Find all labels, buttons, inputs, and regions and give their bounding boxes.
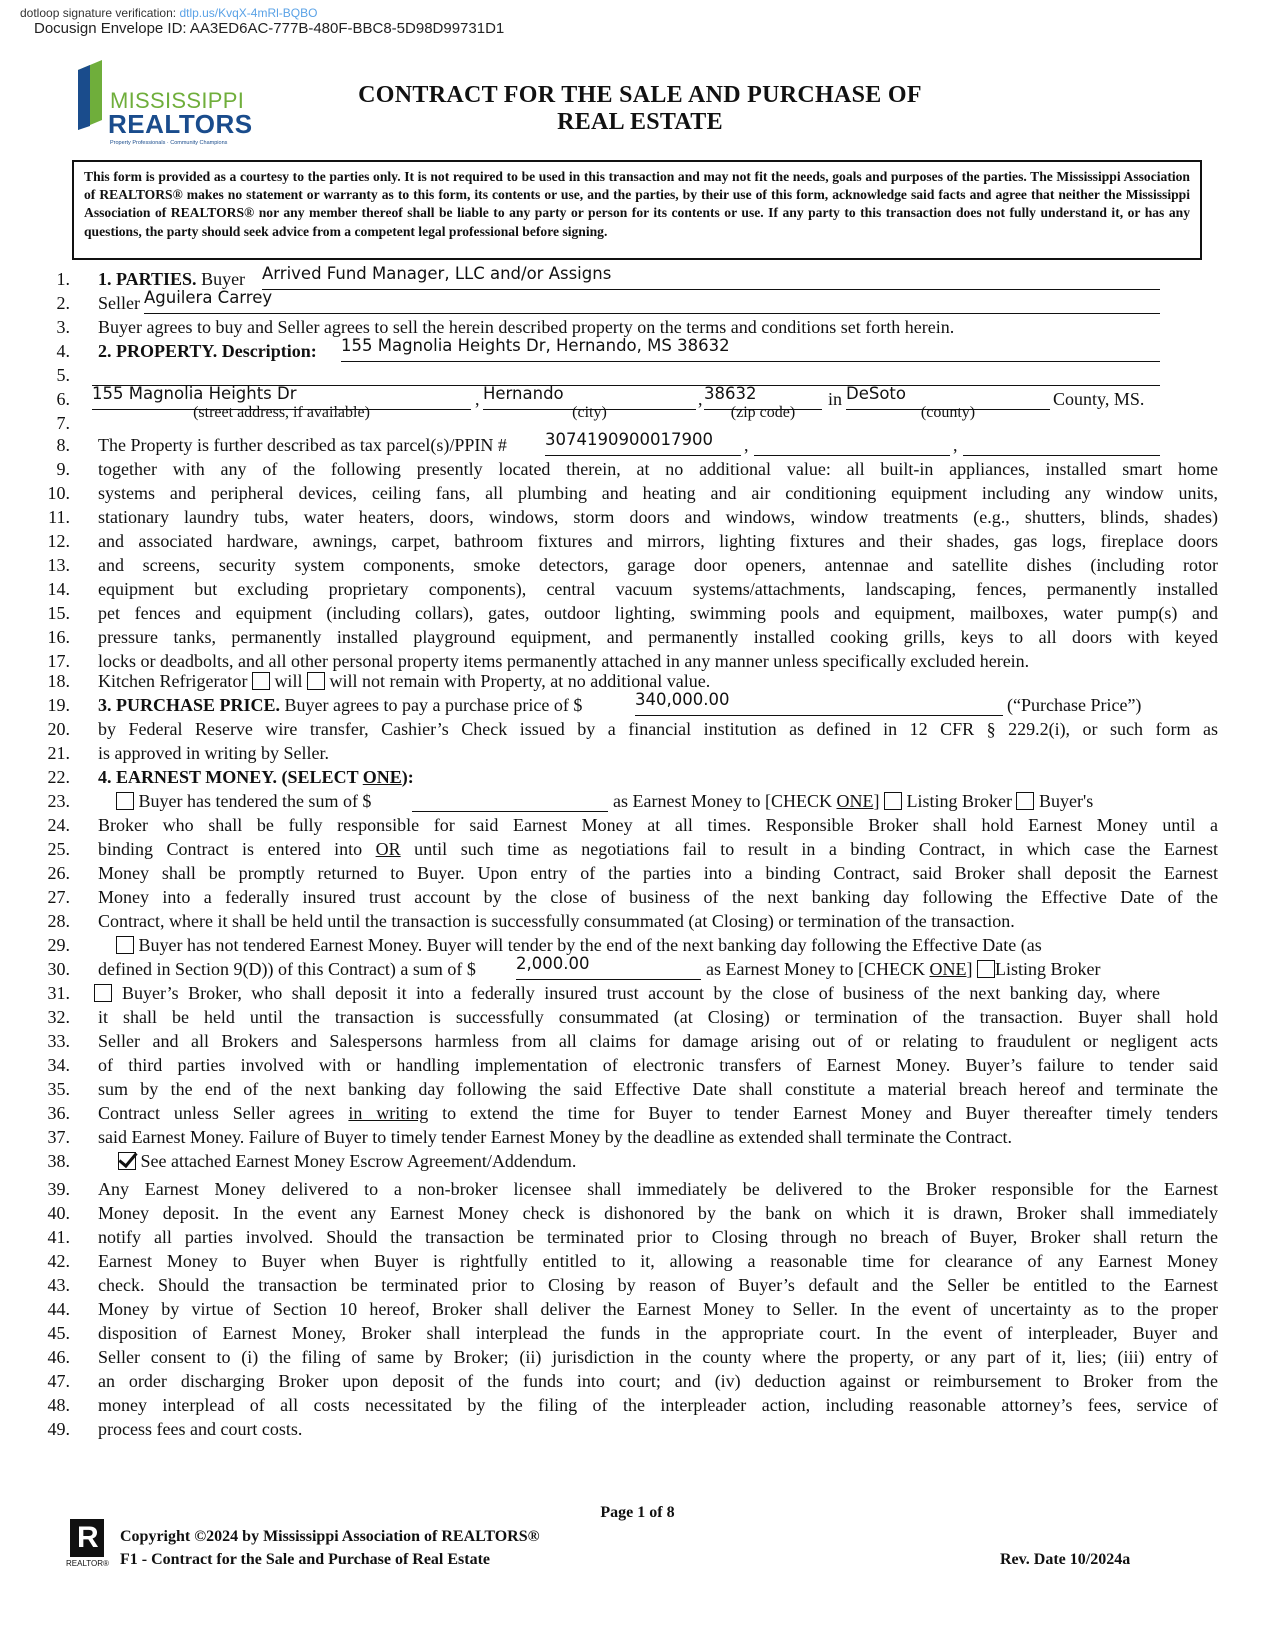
line-6: 155 Magnolia Heights Dr , Hernando , 38632 in DeSoto County, MS.: [0, 387, 1275, 412]
line-27: Money into a federally insured trust account by the close of business of the next banking day following the Effective Date of the: [98, 887, 1218, 907]
line-number: 47.: [47, 1371, 70, 1391]
line-25: binding Contract is entered into OR until such time as negotiations fail to result in a binding Contract, in which case the Earnest: [98, 839, 1218, 859]
paragraph-line: together with any of the following presently located therein, at no additional value: all built-in appliances, installed smart home: [98, 459, 1218, 479]
line-number: 45.: [47, 1323, 70, 1343]
line-number: 46.: [47, 1347, 70, 1367]
line-number: 43.: [47, 1275, 70, 1295]
line-number: 10.: [47, 483, 70, 503]
line-number: 27.: [47, 887, 70, 907]
line-number: 9.: [56, 459, 70, 479]
property-heading: 2. PROPERTY. Description:: [98, 341, 317, 361]
line-number: 34.: [47, 1055, 70, 1075]
buyer-field[interactable]: [262, 264, 1160, 290]
line-number: 26.: [47, 863, 70, 883]
title-line2: REAL ESTATE: [557, 109, 723, 135]
paragraph-line: systems and peripheral devices, ceiling fans, all plumbing and heating and air conditioning equipment including any window units,: [98, 483, 1218, 503]
line-number: 31.: [47, 983, 70, 1003]
purchase-price-field[interactable]: [635, 690, 1003, 716]
agreement-text: Buyer agrees to buy and Seller agrees to sell the herein described property on the terms and conditions set forth herein.: [98, 317, 955, 337]
logo-line1: MISSISSIPPI: [110, 88, 245, 113]
line-number: 13.: [47, 555, 70, 575]
in-label: in: [828, 389, 843, 409]
county-value: DeSoto: [846, 384, 906, 403]
paragraph-line: Earnest Money to Buyer when Buyer is rightfully entitled to it, allowing a reasonable time for clearance of any Earnest Money: [98, 1251, 1218, 1271]
line-number: 24.: [47, 815, 70, 835]
paragraph-line: stationary laundry tubs, water heaters, doors, windows, storm doors and windows, window treatments (e.g., shutters, blinds, shades): [98, 507, 1218, 527]
line-31: Buyer’s Broker, who shall deposit it into a federally insured trust account by the close of business of the next banking day, where: [0, 981, 1275, 1006]
paragraph-line: notify all parties involved. Should the transaction be terminated prior to Closing through no breach of Buyer, Broker shall return the: [98, 1227, 1218, 1247]
line-19: [0, 690, 1275, 718]
line-number: 48.: [47, 1395, 70, 1415]
line-number: 35.: [47, 1079, 70, 1099]
line-number: 19.: [47, 695, 70, 715]
ppin-label: The Property is further described as tax parcel(s)/PPIN #: [98, 435, 507, 455]
property-description-field-2[interactable]: [92, 363, 1160, 386]
line-26: Money shall be promptly returned to Buyer. Upon entry of the parties into a binding Contract, said Broker shall deposit the Earnest: [98, 863, 1218, 883]
line-number: 5.: [56, 365, 70, 385]
paragraph-line: money interplead of all costs necessitated by the filing of the interpleader action, including reasonable attorney’s fees, service of: [98, 1395, 1218, 1415]
line-20: [0, 717, 1275, 742]
line-7: [0, 403, 1275, 428]
envelope-id: Docusign Envelope ID: AA3ED6AC-777B-480F-BBC8-5D98D99731D1: [34, 20, 505, 37]
realtor-r-icon: R: [70, 1519, 104, 1557]
street-value: 155 Magnolia Heights Dr: [92, 384, 297, 403]
fridge-label: Kitchen Refrigerator: [98, 671, 248, 691]
payment-method-text: by Federal Reserve wire transfer, Cashier’s Check issued by a financial institution as defined in 12 CFR § 229.2(i), or such form as: [98, 719, 1218, 739]
paragraph-line: pressure tanks, permanently installed playground equipment, and permanently installed cooking grills, keys to all doors with keyed: [98, 627, 1218, 647]
city-value: Hernando: [483, 384, 564, 403]
verification-link[interactable]: dtlp.us/KvqX-4mRl-BQBO: [179, 6, 318, 20]
line-number: 8.: [56, 435, 70, 455]
paragraph-line: process fees and court costs.: [98, 1419, 303, 1439]
earnest-option-not-tendered-checkbox[interactable]: [116, 936, 134, 954]
line-number: 3.: [56, 317, 70, 337]
buyer-value: Arrived Fund Manager, LLC and/or Assigns: [262, 264, 612, 283]
line-8: The Property is further described as tax parcel(s)/PPIN # 3074190900017900 , ,: [0, 433, 1275, 458]
ppin-field-3[interactable]: [963, 433, 1160, 456]
line-number: 28.: [47, 911, 70, 931]
paragraph-line: and associated hardware, awnings, carpet, bathroom fixtures and mirrors, lighting fixtures and their shades, gas logs, fireplace doors: [98, 531, 1218, 551]
line-21: [0, 741, 1275, 766]
line-28: Contract, where it shall be held until the transaction is successfully consummated (at Closing) or termination of the transaction.: [98, 911, 1015, 931]
earnest-heading-one: ONE: [362, 767, 402, 787]
earnest-amount-value: 2,000.00: [516, 954, 590, 973]
line-29: Buyer has not tendered Earnest Money. Buyer will tender by the end of the next banking day following the Effective Date (as: [0, 933, 1275, 958]
line-22: 4. EARNEST MONEY. (SELECT ONE):: [98, 767, 414, 787]
parties-heading: 1. PARTIES.: [98, 269, 197, 289]
paragraph-line: Seller consent to (i) the filing of same by Broker; (ii) jurisdiction in the county where the property, or any part of it, lies; (iii) entry of: [98, 1347, 1218, 1367]
line-number: 25.: [47, 839, 70, 859]
line-number: 32.: [47, 1007, 70, 1027]
paragraph-line: an order discharging Broker upon deposit of the funds into court; and (iv) deduction against or reimbursement to Broker from the: [98, 1371, 1218, 1391]
caption-zip: (zip code): [730, 404, 796, 421]
line-23: Buyer has tendered the sum of $ as Earnest Money to [CHECK ONE] Listing Broker Buyer's: [0, 789, 1275, 814]
line-number: 22.: [47, 767, 70, 787]
line-4: [0, 336, 1275, 364]
paragraph-line: and screens, security system components, smoke detectors, garage door openers, antennae and satellite dishes (including rotor: [98, 555, 1218, 575]
fridge-will-checkbox[interactable]: [252, 672, 270, 690]
fridge-will-not-checkbox[interactable]: [307, 672, 325, 690]
seller-label: Seller: [98, 293, 140, 313]
purchase-price-tail: (“Purchase Price”): [1007, 695, 1142, 715]
line-33: Seller and all Brokers and Salespersons harmless from all claims for damage arising out of or relating to fraudulent or negligent acts: [98, 1031, 1218, 1051]
buyer-label: Buyer: [201, 269, 246, 289]
caption-county: (county): [920, 404, 976, 421]
line-number: 7.: [56, 413, 70, 433]
fridge-will-not-label: will not remain with Property, at no additional value.: [329, 671, 711, 691]
logo-line2: REALTORS: [108, 109, 253, 139]
line-number: 33.: [47, 1031, 70, 1051]
line-number: 4.: [56, 341, 70, 361]
payment-approval-text: is approved in writing by Seller.: [98, 743, 329, 763]
escrow-addendum-checkbox[interactable]: [118, 1152, 136, 1170]
verification-label: dotloop signature verification:: [20, 6, 177, 20]
line-number: 42.: [47, 1251, 70, 1271]
paragraph-line: disposition of Earnest Money, Broker shall interplead the funds in the appropriate court. In the event of interpleader, Buyer and: [98, 1323, 1218, 1343]
paragraph-line: equipment but excluding proprietary components), central vacuum systems/attachments, landscaping, fences, permanently installed: [98, 579, 1218, 599]
paragraph-line: Money deposit. In the event any Earnest Money check is dishonored by the bank on which it is drawn, Broker shall immediately: [98, 1203, 1218, 1223]
revision-date: Rev. Date 10/2024a: [1000, 1551, 1131, 1568]
line-number: 2.: [56, 293, 70, 313]
paragraph-line: Any Earnest Money delivered to a non-broker licensee shall immediately be delivered to the Broker responsible for the Earnest: [98, 1179, 1218, 1199]
line-number: 11.: [48, 507, 70, 527]
caption-city: (city): [572, 404, 607, 421]
line-34: of third parties involved with or handling implementation of electronic transfers of Earnest Money. Buyer’s failure to tender said: [98, 1055, 1218, 1075]
line-number: 39.: [47, 1179, 70, 1199]
disclaimer-box: This form is provided as a courtesy to the parties only. It is not required to be used in this transaction and may not fit the needs, goals and purposes of the parties. The Mississippi Association of REALTORS® makes no statement or warranty as to this form, its contents or use, and the parties, by their use of this form, acknowledge said facts and agree that neither the Mississippi Association of REALTORS® nor any member thereof shall be liable to any party or person for its contents or use. If any party to this transaction does not fully understand it, or has any questions, the party should seek advice from a competent legal professional before signing.: [72, 160, 1202, 260]
seller-field[interactable]: [144, 288, 1160, 314]
property-description-value: 155 Magnolia Heights Dr, Hernando, MS 38632: [341, 336, 730, 355]
line-37: said Earnest Money. Failure of Buyer to timely tender Earnest Money by the deadline as extended shall terminate the Contract.: [98, 1127, 1013, 1147]
title-line1: CONTRACT FOR THE SALE AND PURCHASE OF: [358, 82, 922, 108]
line-number: 20.: [47, 719, 70, 739]
opt2-buyers-broker-checkbox[interactable]: [94, 984, 112, 1002]
line-number: 41.: [47, 1227, 70, 1247]
line-number: 21.: [47, 743, 70, 763]
earnest-option-tendered-text: Buyer has tendered the sum of $: [138, 791, 372, 811]
ppin-field-1[interactable]: [545, 430, 741, 456]
paragraph-line: locks or deadbolts, and all other personal property items permanently attached in any manner unless specifically excluded herein.: [98, 651, 1030, 671]
line-number: 14.: [47, 579, 70, 599]
verification-line: [20, 6, 317, 20]
ppin-value: 3074190900017900: [545, 430, 713, 449]
line-30: defined in Section 9(D)) of this Contract) a sum of $ 2,000.00 as Earnest Money to [CHECK ONE] Listing Broker: [98, 954, 1101, 979]
opt1-buyers-broker-checkbox[interactable]: [1016, 792, 1034, 810]
copyright: Copyright ©2024 by Mississippi Association of REALTORS®: [120, 1528, 540, 1545]
line-35: sum by the end of the next banking day following the said Effective Date shall constitute a material breach hereof and terminate the: [98, 1079, 1218, 1099]
line-number: 37.: [47, 1127, 70, 1147]
line-38: [0, 1149, 1275, 1174]
caption-street: (street address, if available): [193, 404, 370, 421]
line-number: 44.: [47, 1299, 70, 1319]
line-number: 6.: [56, 389, 70, 409]
earnest-amount-field[interactable]: [516, 954, 701, 980]
fridge-will-label: will: [274, 671, 303, 691]
logo-tagline: Property Professionals · Community Champions: [110, 140, 228, 146]
page-number: Page 1 of 8: [600, 1504, 675, 1521]
county-suffix: County, MS.: [1053, 389, 1145, 409]
line-number: 36.: [47, 1103, 70, 1123]
line-number: 17.: [47, 651, 70, 671]
line-24: Broker who shall be fully responsible for said Earnest Money at all times. Responsible Broker shall hold Earnest Money until a: [98, 815, 1218, 835]
opt2-listing-broker-checkbox[interactable]: [977, 960, 995, 978]
realtor-logo: [66, 1519, 110, 1569]
realtor-caption: REALTOR®: [66, 1559, 109, 1568]
line-number: 16.: [47, 627, 70, 647]
zip-value: 38632: [704, 384, 757, 403]
line-36: Contract unless Seller agrees in writing to extend the time for Buyer to tender Earnest Money and Buyer thereafter timely tenders: [98, 1103, 1218, 1123]
document-title: [330, 82, 950, 136]
line-number: 49.: [47, 1419, 70, 1439]
line-number: 38.: [47, 1151, 70, 1171]
purchase-price-lead: Buyer agrees to pay a purchase price of $: [284, 695, 583, 715]
line-number: 40.: [47, 1203, 70, 1223]
line-number: 12.: [47, 531, 70, 551]
house-mark-icon: [76, 60, 106, 130]
form-name: F1 - Contract for the Sale and Purchase of Real Estate: [120, 1551, 491, 1568]
escrow-addendum-label: See attached Earnest Money Escrow Agreement/Addendum.: [140, 1151, 577, 1171]
earnest-option-tendered-checkbox[interactable]: [116, 792, 134, 810]
paragraph-line: check. Should the transaction be terminated prior to Closing by reason of Buyer’s default and the Seller be entitled to the Earnest: [98, 1275, 1218, 1295]
line-number: 1.: [56, 269, 70, 289]
purchase-price-heading: 3. PURCHASE PRICE.: [98, 695, 281, 715]
line-number: 18.: [47, 671, 70, 691]
earnest-tendered-amount-field[interactable]: [412, 789, 608, 812]
line-number: 29.: [47, 935, 70, 955]
opt1-listing-broker-checkbox[interactable]: [884, 792, 902, 810]
paragraph-line: pet fences and equipment (including collars), gates, outdoor lighting, swimming pools and equipment, mailboxes, water pump(s) and: [98, 603, 1218, 623]
seller-value: Aguilera Carrey: [144, 288, 273, 307]
line-number: 15.: [47, 603, 70, 623]
paragraph-line: Money by virtue of Section 10 hereof, Broker shall deliver the Earnest Money to Seller. In the event of uncertainty as to the proper: [98, 1299, 1218, 1319]
line-2: [0, 288, 1275, 316]
ppin-field-2[interactable]: [754, 433, 950, 456]
line-number: 30.: [47, 959, 70, 979]
mississippi-realtors-logo: [76, 60, 253, 150]
property-description-field[interactable]: [341, 336, 1160, 362]
line-number: 23.: [47, 791, 70, 811]
purchase-price-value: 340,000.00: [635, 690, 730, 709]
earnest-heading: 4. EARNEST MONEY. (SELECT: [98, 767, 363, 787]
line-32: it shall be held until the transaction is successfully consummated (at Closing) or termination of the transaction. Buyer shall hold: [98, 1007, 1218, 1027]
